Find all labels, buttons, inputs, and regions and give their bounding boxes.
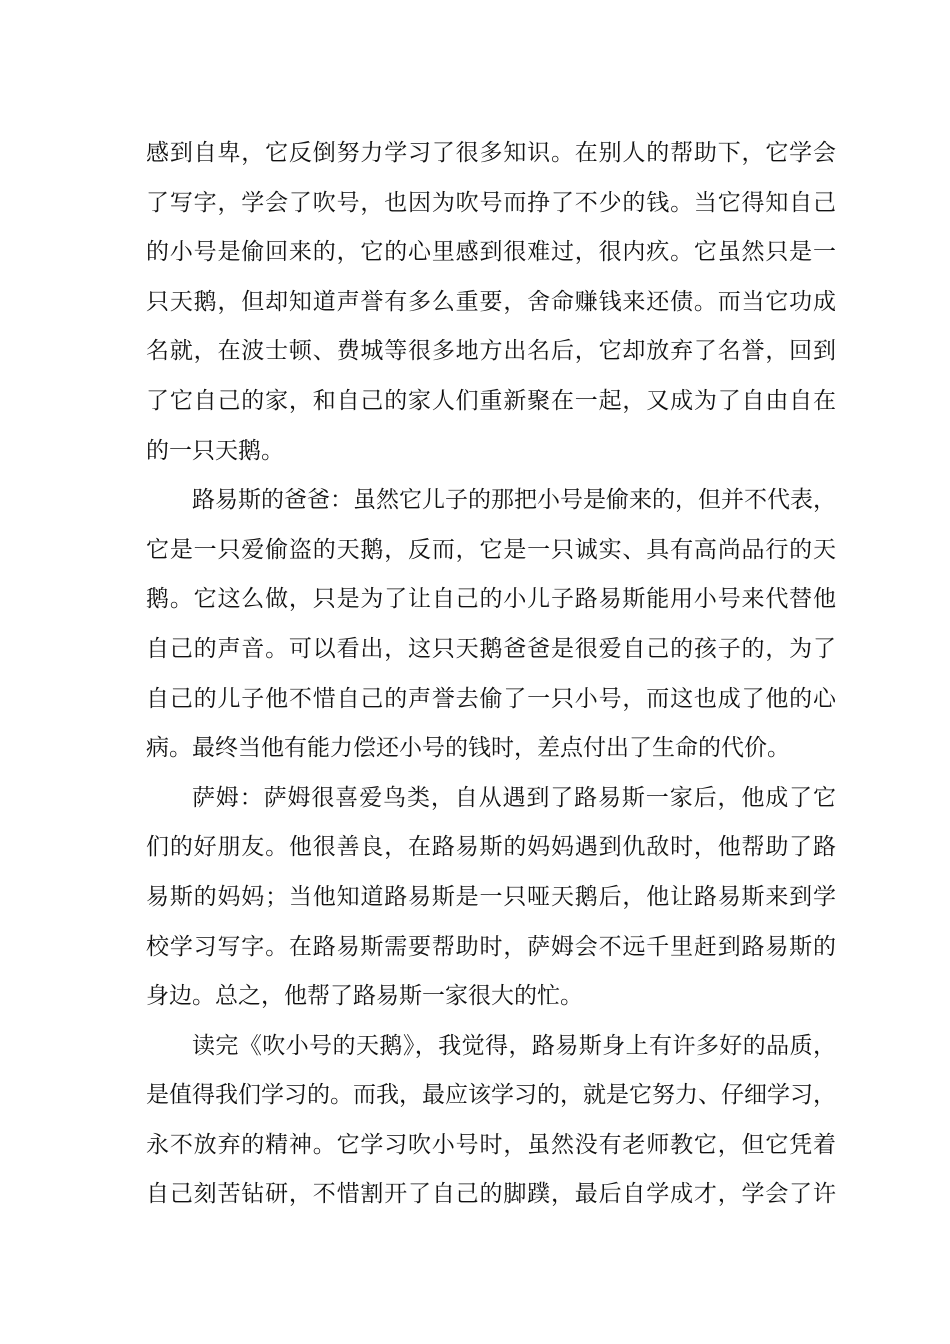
text-line: 的一只天鹅。 (146, 437, 284, 464)
text-line: 自己的声音。可以看出，这只天鹅爸爸是很爱自己的孩子的，为了 (146, 635, 836, 662)
text-line: 路易斯的爸爸：虽然它儿子的那把小号是偷来的，但并不代表， (192, 487, 836, 514)
text-line: 病。最终当他有能力偿还小号的钱时，差点付出了生命的代价。 (146, 735, 790, 762)
text-line: 的小号是偷回来的，它的心里感到很难过，很内疚。它虽然只是一 (146, 239, 836, 266)
text-line: 名就，在波士顿、费城等很多地方出名后，它却放弃了名誉，回到 (146, 338, 836, 365)
text-line: 们的好朋友。他很善良，在路易斯的妈妈遇到仇敌时，他帮助了路 (146, 834, 836, 861)
text-line: 易斯的妈妈；当他知道路易斯是一只哑天鹅后，他让路易斯来到学 (146, 883, 836, 910)
text-line: 萨姆：萨姆很喜爱鸟类，自从遇到了路易斯一家后，他成了它 (192, 784, 836, 811)
text-line: 是值得我们学习的。而我，最应该学习的，就是它努力、仔细学习， (146, 1082, 836, 1109)
text-line: 自己刻苦钻研，不惜割开了自己的脚蹼，最后自学成才，学会了许 (146, 1181, 836, 1208)
text-line: 了写字，学会了吹号，也因为吹号而挣了不少的钱。当它得知自己 (146, 189, 836, 216)
body-text (146, 129, 836, 1220)
text-line: 自己的儿子他不惜自己的声誉去偷了一只小号，而这也成了他的心 (146, 685, 836, 712)
text-line: 永不放弃的精神。它学习吹小号时，虽然没有老师教它，但它凭着 (146, 1131, 836, 1158)
text-line: 身边。总之，他帮了路易斯一家很大的忙。 (146, 983, 583, 1010)
text-line: 感到自卑，它反倒努力学习了很多知识。在别人的帮助下，它学会 (146, 140, 836, 166)
text-line: 鹅。它这么做，只是为了让自己的小儿子路易斯能用小号来代替他 (146, 586, 836, 613)
text-line: 它是一只爱偷盗的天鹅，反而，它是一只诚实、具有高尚品行的天 (146, 536, 836, 563)
text-line: 只天鹅，但却知道声誉有多么重要，舍命赚钱来还债。而当它功成 (146, 288, 836, 315)
text-line: 校学习写字。在路易斯需要帮助时，萨姆会不远千里赶到路易斯的 (146, 933, 836, 960)
text-line: 了它自己的家，和自己的家人们重新聚在一起，又成为了自由自在 (146, 387, 836, 414)
text-line: 读完《吹小号的天鹅》，我觉得，路易斯身上有许多好的品质， (192, 1032, 836, 1059)
